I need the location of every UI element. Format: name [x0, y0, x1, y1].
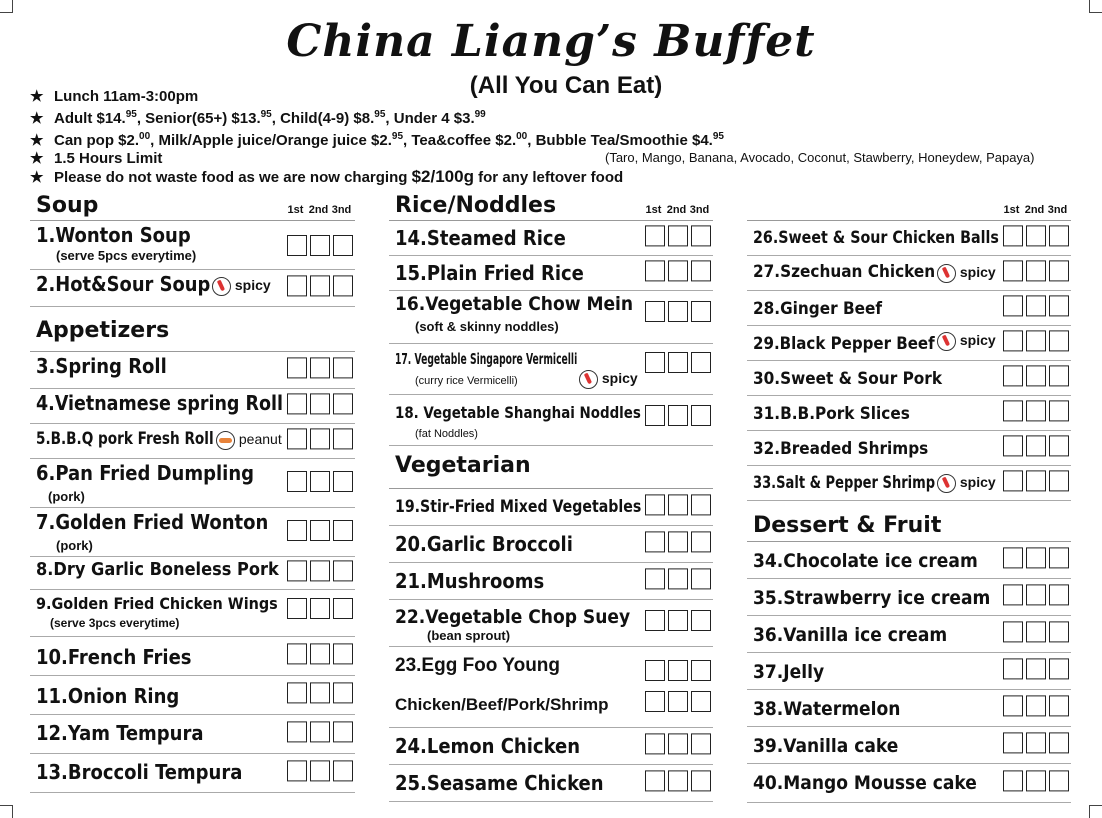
menu-item-14: 14.Steamed Rice	[389, 221, 713, 256]
spicy-tag: spicy	[937, 264, 996, 283]
order-checkboxes[interactable]	[287, 471, 353, 492]
subtitle: (All You Can Eat)	[469, 72, 663, 99]
menu-item-7: 7.Golden Fried Wonton (pork)	[30, 508, 355, 557]
peanut-tag: peanut	[216, 431, 282, 450]
order-checkboxes[interactable]	[645, 610, 711, 631]
order-checkboxes[interactable]	[645, 405, 711, 426]
order-checkboxes[interactable]	[645, 660, 711, 681]
menu-item-35: 35.Strawberry ice cream	[747, 579, 1071, 616]
chili-icon	[937, 332, 956, 351]
tick-labels: 1st 2nd 3nd	[287, 204, 352, 216]
sub-section-cbps	[389, 647, 713, 728]
menu-item-5: 5.B.B.Q pork Fresh Roll peanut	[30, 424, 355, 459]
section-header-vegetarian: Vegetarian	[389, 446, 713, 489]
chili-icon	[937, 474, 956, 493]
menu-item-31: 31.B.B.Pork Slices	[747, 396, 1071, 431]
order-checkboxes[interactable]	[287, 560, 353, 581]
menu-item-13: 13.Broccoli Tempura	[30, 754, 355, 793]
order-checkboxes[interactable]	[1003, 695, 1069, 716]
order-checkboxes[interactable]	[1003, 330, 1069, 351]
tick-labels: 1st 2nd 3nd	[645, 204, 710, 216]
menu-item-2: 2.Hot&Sour Soup spicy	[30, 270, 355, 307]
menu-item-32: 32.Breaded Shrimps	[747, 431, 1071, 466]
tick-labels: 1st 2nd 3nd	[1003, 204, 1068, 216]
order-checkboxes[interactable]	[645, 733, 711, 754]
order-checkboxes[interactable]	[645, 531, 711, 552]
crop-mark-top-right	[1089, 0, 1102, 13]
menu-item-12: 12.Yam Tempura	[30, 715, 355, 754]
menu-item-34: 34.Chocolate ice cream	[747, 542, 1071, 579]
menu-item-9: 9.Golden Fried Chicken Wings (serve 3pcs everytime)	[30, 590, 355, 637]
spicy-tag: spicy	[212, 277, 271, 296]
order-checkboxes[interactable]	[645, 770, 711, 791]
order-checkboxes[interactable]	[645, 301, 711, 322]
order-checkboxes[interactable]	[1003, 658, 1069, 679]
order-checkboxes[interactable]	[287, 393, 353, 414]
sub-section-title: Chicken/Beef/Pork/Shrimp	[395, 695, 609, 714]
spicy-tag: spicy	[937, 474, 996, 493]
order-checkboxes[interactable]	[1003, 365, 1069, 386]
order-checkboxes[interactable]	[287, 520, 353, 541]
order-checkboxes[interactable]	[287, 275, 353, 296]
crop-mark-bottom-right	[1089, 805, 1102, 818]
menu-item-10: 10.French Fries	[30, 637, 355, 676]
menu-column-1	[30, 190, 355, 793]
order-checkboxes[interactable]	[287, 357, 353, 378]
menu-item-38: 38.Watermelon	[747, 690, 1071, 727]
order-checkboxes[interactable]	[1003, 732, 1069, 753]
menu-item-11: 11.Onion Ring	[30, 676, 355, 715]
order-checkboxes[interactable]	[287, 682, 353, 703]
order-checkboxes[interactable]	[645, 494, 711, 515]
menu-item-6: 6.Pan Fried Dumpling (pork)	[30, 459, 355, 508]
order-checkboxes[interactable]	[1003, 435, 1069, 456]
info-limit: ★ 1.5 Hours Limit	[30, 150, 163, 167]
section-header-rice: Rice/Noddles 1st 2nd 3nd	[389, 190, 713, 221]
menu-item-8: 8.Dry Garlic Boneless Pork	[30, 557, 355, 590]
menu-item-36: 36.Vanilla ice cream	[747, 616, 1071, 653]
order-checkboxes[interactable]	[1003, 260, 1069, 281]
order-checkboxes[interactable]	[1003, 225, 1069, 246]
order-checkboxes[interactable]	[1003, 621, 1069, 642]
chili-icon	[212, 277, 231, 296]
smoothie-flavors: (Taro, Mango, Banana, Avocado, Coconut, Stawberry, Honeydew, Papaya)	[605, 150, 1035, 165]
order-checkboxes[interactable]	[1003, 400, 1069, 421]
menu-item-40: 40.Mango Mousse cake	[747, 764, 1071, 803]
order-checkboxes[interactable]	[287, 598, 353, 619]
spicy-tag: spicy	[937, 332, 996, 351]
menu-item-24: 24.Lemon Chicken	[389, 728, 713, 765]
menu-item-28: 28.Ginger Beef	[747, 291, 1071, 326]
chili-icon	[937, 264, 956, 283]
star-icon: ★	[30, 88, 44, 105]
order-checkboxes[interactable]	[645, 691, 711, 712]
star-icon: ★	[30, 132, 44, 149]
star-icon: ★	[30, 110, 44, 127]
menu-item-30: 30.Sweet & Sour Pork	[747, 361, 1071, 396]
menu-column-3	[747, 190, 1071, 803]
order-checkboxes[interactable]	[287, 721, 353, 742]
section-header-soup	[30, 190, 355, 221]
order-checkboxes[interactable]	[1003, 584, 1069, 605]
crop-mark-top-left	[0, 0, 13, 13]
menu-item-1: 1.Wonton Soup (serve 5pcs everytime)	[30, 221, 355, 270]
order-checkboxes[interactable]	[287, 235, 353, 256]
order-checkboxes[interactable]	[287, 643, 353, 664]
menu-item-33: 33.Salt & Pepper Shrimp spicy	[747, 466, 1071, 501]
order-checkboxes[interactable]	[287, 760, 353, 781]
menu-item-19: 19.Stir-Fried Mixed Vegetables	[389, 489, 713, 526]
spicy-tag: spicy	[579, 370, 638, 389]
order-checkboxes[interactable]	[645, 568, 711, 589]
star-icon: ★	[30, 150, 44, 167]
menu-item-37: 37.Jelly	[747, 653, 1071, 690]
info-lunch: ★ Lunch 11am-3:00pm	[30, 88, 199, 105]
menu-item-21: 21.Mushrooms	[389, 563, 713, 600]
menu-item-23: 23.Egg Foo Young	[395, 655, 561, 676]
restaurant-title: China Liang’s Buffet	[286, 16, 816, 67]
menu-item-22: 22.Vegetable Chop Suey (bean sprout)	[389, 600, 713, 647]
menu-item-29: 29.Black Pepper Beef spicy	[747, 326, 1071, 361]
menu-item-4: 4.Vietnamese spring Roll	[30, 389, 355, 424]
menu-column-2	[389, 190, 713, 802]
menu-item-3: 3.Spring Roll	[30, 352, 355, 389]
menu-item-16: 16.Vegetable Chow Mein (soft & skinny noddles)	[389, 291, 713, 344]
order-checkboxes[interactable]	[645, 225, 711, 246]
order-checkboxes[interactable]	[287, 428, 353, 449]
order-checkboxes[interactable]	[1003, 770, 1069, 791]
menu-item-15: 15.Plain Fried Rice	[389, 256, 713, 291]
order-checkboxes[interactable]	[1003, 547, 1069, 568]
section-title: Soup	[36, 193, 99, 218]
order-checkboxes[interactable]	[645, 260, 711, 281]
menu-item-25: 25.Seasame Chicken	[389, 765, 713, 802]
crop-mark-bottom-left	[0, 805, 13, 818]
menu-item-26: 26.Sweet & Sour Chicken Balls	[747, 221, 1071, 256]
menu-item-17: 17. Vegetable Singapore Vermicelli (curry rice Vermicelli) spicy	[389, 344, 713, 395]
info-waste: ★ Please do not waste food as we are now charging $2/100g for any leftover food	[30, 167, 624, 186]
menu-item-27: 27.Szechuan Chicken spicy	[747, 256, 1071, 291]
menu-item-20: 20.Garlic Broccoli	[389, 526, 713, 563]
peanut-icon	[216, 431, 235, 450]
section-header-meat	[747, 190, 1071, 221]
menu-item-39: 39.Vanilla cake	[747, 727, 1071, 764]
order-checkboxes[interactable]	[1003, 470, 1069, 491]
section-header-appetizers: Appetizers	[30, 307, 355, 352]
info-drinks: ★ Can pop $2.00, Milk/Apple juice/Orange juice $2.95, Tea&coffee $2.00, Bubble Tea/Smoothie $4.95	[30, 131, 724, 149]
star-icon: ★	[30, 169, 44, 186]
info-block	[30, 88, 1080, 187]
chili-icon	[579, 370, 598, 389]
order-checkboxes[interactable]	[645, 352, 711, 373]
menu-item-18: 18. Vegetable Shanghai Noddles (fat Noddles)	[389, 395, 713, 446]
order-checkboxes[interactable]	[1003, 295, 1069, 316]
section-header-dessert: Dessert & Fruit	[747, 501, 1071, 542]
info-prices: ★ Adult $14.95, Senior(65+) $13.95, Child(4-9) $8.95, Under 4 $3.99	[30, 109, 486, 127]
